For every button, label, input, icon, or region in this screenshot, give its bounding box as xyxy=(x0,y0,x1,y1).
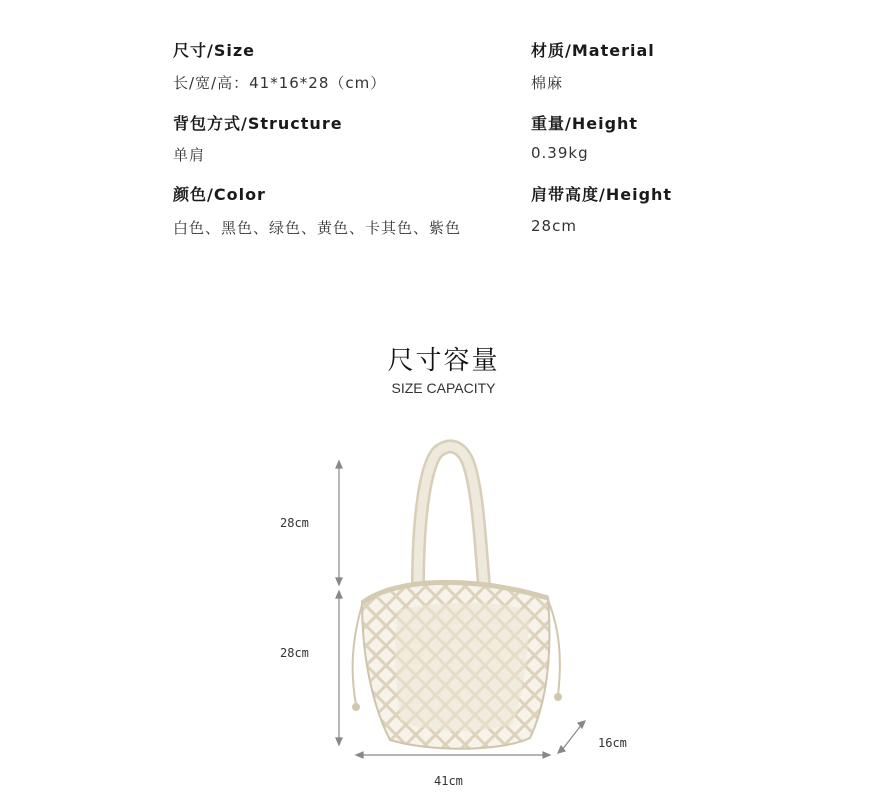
section-subtitle: SIZE CAPACITY xyxy=(391,380,496,396)
color-label: 颜色/Color xyxy=(173,185,266,204)
bag-body xyxy=(362,582,549,748)
bag-strap xyxy=(418,446,484,585)
material-label: 材质/Material xyxy=(531,41,655,60)
size-value: 长/宽/高：41*16*28（cm） xyxy=(173,74,387,92)
material-value: 棉麻 xyxy=(531,74,564,92)
color-value: 白色、黑色、绿色、黄色、卡其色、紫色 xyxy=(173,219,462,237)
strap-height-value: 28cm xyxy=(531,217,577,235)
weight-label: 重量/Height xyxy=(531,114,639,133)
structure-value: 单肩 xyxy=(173,146,206,164)
strap-height-label: 肩带高度/Height xyxy=(531,185,673,204)
strap-height-dimension: 28cm xyxy=(280,516,309,530)
section-title: 尺寸容量 xyxy=(387,346,500,376)
size-label: 尺寸/Size xyxy=(173,41,256,60)
width-dimension: 41cm xyxy=(434,774,463,788)
depth-dimension: 16cm xyxy=(598,736,627,750)
weight-value: 0.39kg xyxy=(531,144,589,162)
structure-label: 背包方式/Structure xyxy=(173,114,343,133)
bag-height-dimension: 28cm xyxy=(280,646,309,660)
